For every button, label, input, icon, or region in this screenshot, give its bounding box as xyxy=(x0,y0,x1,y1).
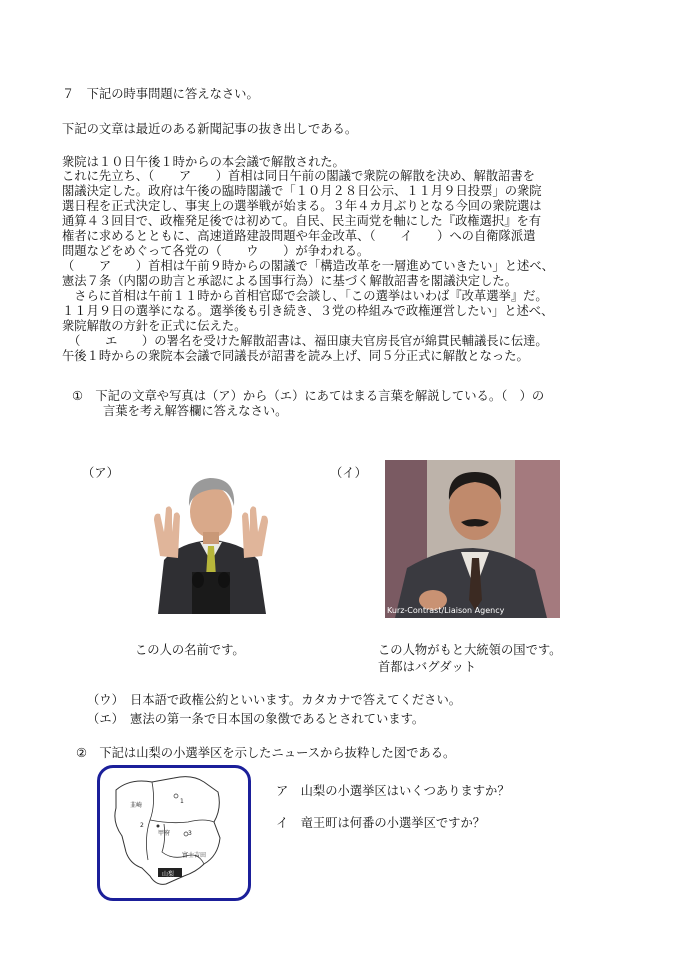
map-label-kofu: 甲府 xyxy=(158,830,171,837)
question-heading: ７ 下記の時事問題に答えなさい。 xyxy=(62,87,259,101)
label-i: （イ） xyxy=(330,466,367,480)
article-line: これに先立ち、（ ア ）首相は同日午前の閣議で衆院の解散を決め、解散詔書を xyxy=(62,169,535,183)
article-line: 衆院解散の方針を正式に伝えた。 xyxy=(62,319,247,333)
article-line: 午後１時からの衆院本会議で同議長が詔書を読み上げ、同５分正式に解散となった。 xyxy=(62,349,529,363)
part1-instruction: ① 下記の文章や写真は（ア）から（エ）にあてはまる言葉を解説している。（ ）の xyxy=(72,389,545,403)
yamanashi-district-map xyxy=(97,765,251,901)
article-line: さらに首相は午前１１時から首相官邸で会談し、「この選挙はいわば『改革選挙』だ。 xyxy=(62,289,548,303)
former-president-photo xyxy=(385,460,560,618)
part2-question-i: イ 竜王町は何番の小選挙区ですか？ xyxy=(276,816,486,830)
article-line: １１月９日の選挙になる。選挙後も引き続き、３党の枠組みで政権運営したい」と述べ、 xyxy=(62,304,554,318)
map-label-fujiyoshida: 富士吉田 xyxy=(182,852,207,859)
article-line: 選日程を正式決定し、事実上の選挙戦が始まる。３年４カ月ぶりとなる今回の衆院選は xyxy=(62,199,542,213)
map-label-n2: 2 xyxy=(140,822,144,829)
article-intro: 下記の文章は最近のある新聞記事の抜き出しである。 xyxy=(62,122,358,136)
article-line: 権者に求めるとともに、高速道路建設問題や年金改革、（ イ ）への自衛隊派遣 xyxy=(62,229,536,243)
part1-instruction-cont: 言葉を考え解答欄に答えなさい。 xyxy=(103,404,288,418)
article-line: （ エ ）の署名を受けた解散詔書は、福田康夫官房長官が綿貫民輔議長に伝達。 xyxy=(62,334,548,348)
article-line: 衆院は１０日午後１時からの本会議で解散された。 xyxy=(62,155,345,169)
part2-heading: ② 下記は山梨の小選挙区を示したニュースから抜粋した図である。 xyxy=(76,746,456,760)
map-label-n3: 3 xyxy=(188,830,192,837)
item-u: （ウ） 日本語で政権公約といいます。カタカナで答えてください。 xyxy=(87,693,462,707)
politician-photo xyxy=(140,462,282,614)
article-line: 問題などをめぐって各党の（ ウ ）が争われる。 xyxy=(62,244,370,258)
part2-question-a: ア 山梨の小選挙区はいくつありますか？ xyxy=(276,784,510,798)
label-a: （ア） xyxy=(82,466,119,480)
article-line: 閣議決定した。政府は午後の臨時閣議で「１０月２８日公示、１１月９日投票」の衆院 xyxy=(62,184,542,198)
caption-a: この人の名前です。 xyxy=(135,643,245,657)
map-label-nirasaki: 韮崎 xyxy=(130,802,143,809)
article-line: 通算４３回目で、政権発足後では初めて。自民、民主両党を軸にした『政権選択』を有 xyxy=(62,214,542,228)
map-label-yamanashi: 山梨 xyxy=(162,871,175,878)
map-label-n1: 1 xyxy=(180,798,184,805)
caption-i-line1: この人物がもと大統領の国です。 xyxy=(378,643,562,657)
item-e: （エ） 憲法の第一条で日本国の象徴であるとされています。 xyxy=(87,712,425,726)
photo-credit: Kurz-Contrast/Liaison Agency xyxy=(387,606,505,615)
article-line: 憲法７条（内閣の助言と承認による国事行為）に基づく解散詔書を閣議決定した。 xyxy=(62,274,517,288)
caption-i-line2: 首都はバグダット xyxy=(378,660,477,674)
article-line: （ ア ）首相は午前９時からの閣議で「構造改革を一層進めていきたい」と述べ、 xyxy=(62,259,554,273)
